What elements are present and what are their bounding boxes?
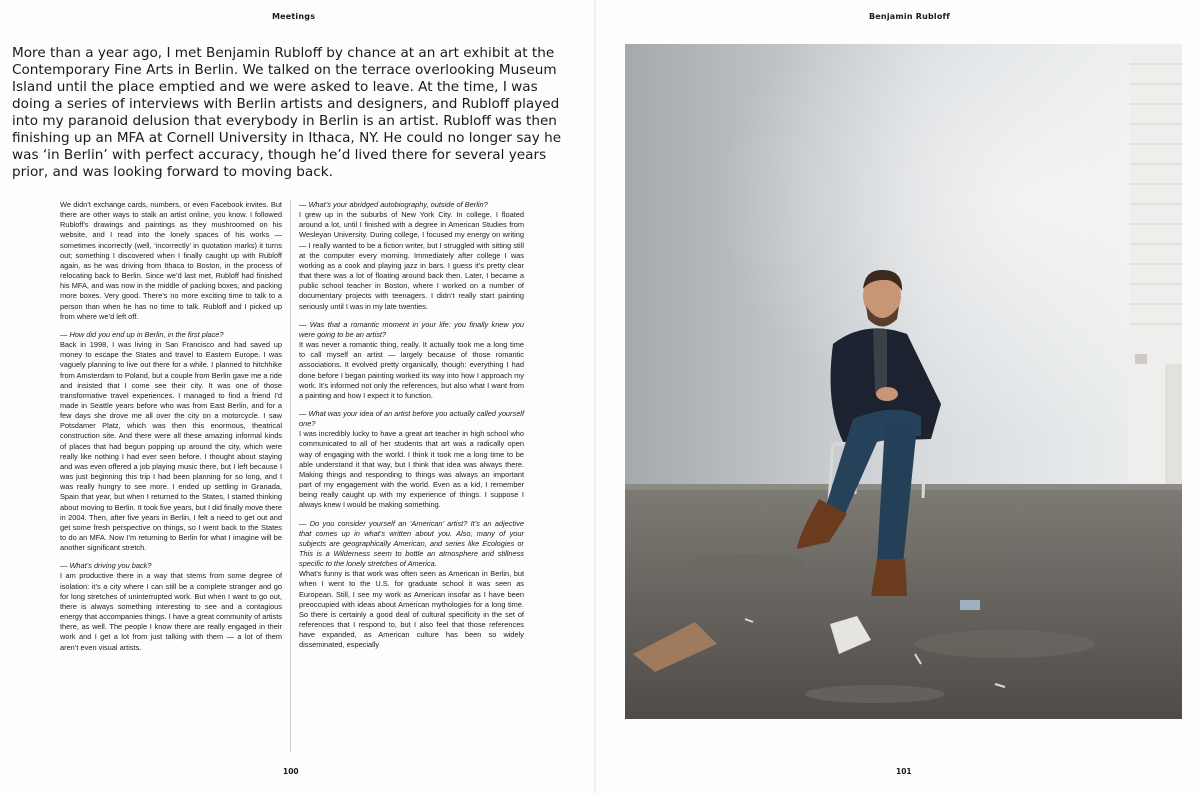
interview-answer: It was never a romantic thing, really. It actually took me a long time to call myself an artist — largely because of those romantic associations. It evolved pretty organically, though: everything I had done before I began painting worked its way into how I approach my work. It’s informed not only the references, but also what I want from a painting and how I expect it to function.	[299, 340, 524, 400]
interview-question: — What’s your abridged autobiography, outside of Berlin?	[299, 200, 488, 209]
portrait-photo	[625, 44, 1182, 719]
running-head-right: Benjamin Rubloff	[869, 12, 950, 21]
text-column-right	[299, 200, 524, 659]
text-column-left	[60, 200, 282, 661]
interview-question: — Was that a romantic moment in your life: you finally knew you were going to be an artist?	[299, 319, 524, 339]
interview-block	[299, 519, 524, 651]
interview-answer: Back in 1998, I was living in San Francisco and had saved up money to escape the States and travel to Eastern Europe. I was vaguely planning to live out there for a while. I planned to hitchhike from Amsterdam to Poland, but a couple from Berlin gave me a ride and insisted that I come see their city. It was one of those transformative travel experiences. I managed to find a friend I’d made in Seattle years before who was from East Berlin, and for a few days she drove me all over the city on a motorcycle. I saw Potsdamer Platz, which was then this enormous, theatrical construction site. And there were all these amazing informal kinds of places that had begun popping up around the city, which were really like nothing I had ever seen before. I thought about staying and was even offered a job playing music there, but I left because I was just beginning this trip I had been planning for so long, and I was really hungry to see more. I ended up settling in Granada, Spain that year, but when I returned to the States, I started thinking about moving to Berlin. It took five years, but I did finally move there in 2004. Then, after five years in Berlin, I felt a need to get out and get some fresh perspective on things, so I went back to the States to do an MFA. Now I’m returning to Berlin for what I imagine will be another significant stretch.	[60, 340, 282, 553]
interview-block	[299, 409, 524, 511]
page-number-left: 100	[283, 767, 299, 776]
column-divider	[290, 200, 291, 752]
interview-question: — How did you end up in Berlin, in the first place?	[60, 329, 224, 339]
interview-block	[60, 330, 282, 553]
intro-paragraph: More than a year ago, I met Benjamin Rubloff by chance at an art exhibit at the Contemporary Fine Arts in Berlin. We talked on the terrace overlooking Museum Island until the place emptied and we were asked to leave. At the time, I was doing a series of interviews with Berlin artists and designers, and Rubloff played into my paranoid delusion that everybody in Berlin is an artist. Rubloff was then finishing up an MFA at Cornell University in Ithaca, NY. He could no longer say he was ‘in Berlin’ with perfect accuracy, though he’d lived there for several years prior, and was looking forward to moving back.	[12, 45, 562, 180]
interview-question: — What’s driving you back?	[60, 561, 152, 571]
interview-block	[299, 200, 524, 312]
interview-answer: I am productive there in a way that stems from some degree of isolation: it’s a city where I can still be a complete stranger and go for long stretches of uninterrupted work. But when I want to go out, there is always something interesting to see and a contagious energy that accompanies things. I have a great community of artists there, as well. The people I know there are really engaged in their work and I get a lot from just talking with them — a lot of them aren’t even visual artists.	[60, 571, 282, 652]
left-page	[0, 0, 596, 793]
page-number-right: 101	[896, 767, 912, 776]
interview-block	[299, 320, 524, 401]
interview-answer: What’s funny is that work was often seen as American in Berlin, but when I went to the U.S. for graduate school it was seen as European. Still, I see my work as American insofar as I have been preoccupied with ideas about American mythologies for a long time. So there is certainly a good deal of cultural specificity in the set of references that I respond to, but I also feel that those references have expanded, as American culture has been so widely disseminated, especially	[299, 569, 524, 650]
right-page	[596, 0, 1200, 793]
interview-question: — Do you consider yourself an ‘American’ artist? It’s an adjective that comes up in what’s written about you. Also, many of your subjects are geographically American, and series like Ecologies or This is a Wilderness seem to bottle an atmosphere and stillness specific to the lonely stretches of America.	[299, 518, 524, 569]
body-paragraph: We didn’t exchange cards, numbers, or even Facebook invites. But there are other ways to stalk an artist online, you know. I followed Rubloff’s drawings and paintings as they mushroomed on his website, and I read into the lonely spaces of his works — sometimes incorrectly (well, ‘incorrectly’ in quotation marks) it turns out; something I discovered when I finally caught up with Rubloff again, as he was driving from Ithaca to Boston, in the process of relocating back to Berlin. Since we’d last met, Rubloff had finished his MFA, and was now in the middle of packing boxes, and packing more boxes. Very good. There’s no more exciting time to talk to a person than when he has no time to talk. Rubloff and I picked up from where we’d left off.	[60, 200, 282, 321]
interview-block	[60, 561, 282, 652]
interview-question: — What was your idea of an artist before you actually called yourself one?	[299, 408, 524, 429]
interview-answer: I grew up in the suburbs of New York City. In college, I floated around a lot, until I finished with a degree in American Studies from Wesleyan University. During college, I focused my energy on writing — I really wanted to be a fiction writer, but I struggled with sitting still at the computer every morning. Immediately after college I was working as a cook and playing jazz in bars. I guess it’s pretty clear that there was a lot of floating around back then. Later, I became a public school teacher in Boston, where I worked on a number of documentary projects with teenagers. I didn’t really start painting seriously until I was in my late twenties.	[299, 210, 524, 311]
running-head-left: Meetings	[272, 12, 316, 21]
interview-answer: I was incredibly lucky to have a great art teacher in high school who communicated to all of her students that art was a radically open way of engaging with the world. I think it took me a long time to be able understand it that way, but I think that idea was always there. Making things and responding to things was always an important part of my engagement with the world. Even as a kid, I remember being really caught up with my experience of things. I suppose I always knew I would be making something.	[299, 429, 524, 510]
